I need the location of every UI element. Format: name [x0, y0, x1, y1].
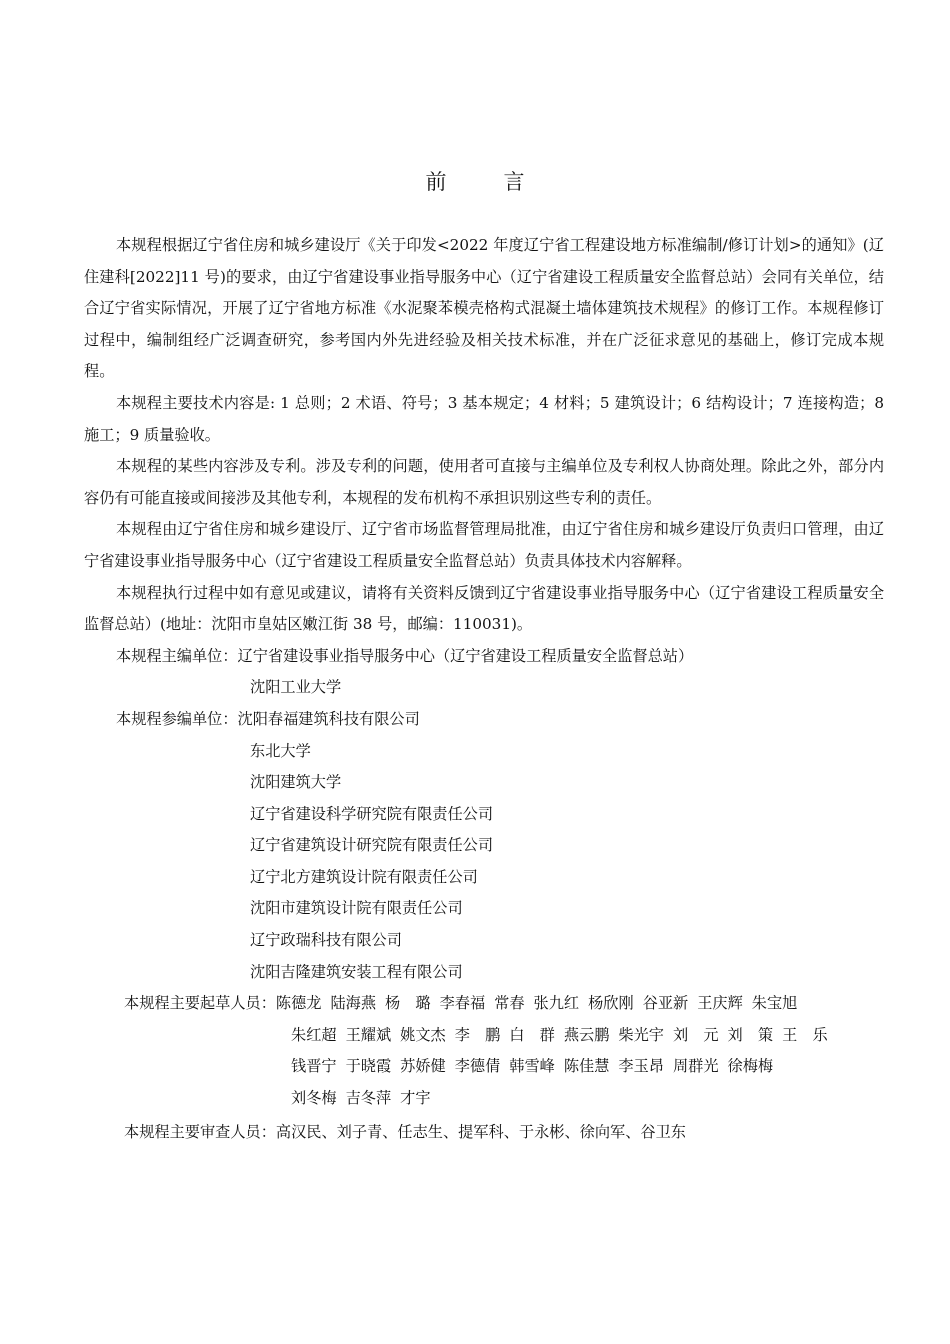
participating-unit: 沈阳春福建筑科技有限公司 [237, 709, 420, 728]
preface-body [84, 230, 884, 1148]
participating-unit: 辽宁北方建筑设计院有限责任公司 [250, 867, 478, 886]
drafter-name: 李德倩 [454, 1057, 501, 1076]
participating-unit: 沈阳吉隆建筑安装工程有限公司 [250, 962, 463, 981]
drafter-name: 姚文杰 [400, 1025, 446, 1044]
drafter-name: 李 鹏 [454, 1025, 501, 1044]
drafter-name: 钱晋宁 [291, 1057, 337, 1076]
drafters-row [84, 988, 884, 1020]
paragraph-4: 本规程由辽宁省住房和城乡建设厅、辽宁省市场监督管理局批准，由辽宁省住房和城乡建设厅负责归口管理，由辽宁省建设事业指导服务中心（辽宁省建设工程质量安全监督总站）负责具体技术内容解释。 [84, 520, 884, 570]
reviewer-names: 高汉民、刘子青、任志生、提军科、于永彬、徐向军、谷卫东 [275, 1122, 686, 1141]
reviewers-row [84, 1117, 884, 1149]
participating-unit: 辽宁政瑞科技有限公司 [250, 931, 402, 950]
drafter-name: 杨欣刚 [588, 994, 634, 1013]
drafter-name: 王耀斌 [345, 1025, 392, 1044]
drafter-name: 朱红超 [291, 1025, 337, 1044]
participating-units-list [250, 736, 884, 989]
drafter-name: 刘 元 [672, 1025, 719, 1044]
drafter-name: 陈德龙 [275, 994, 322, 1013]
drafter-name: 徐梅梅 [727, 1057, 774, 1076]
drafter-name: 刘冬梅 [291, 1089, 337, 1108]
drafter-name: 李玉昂 [618, 1057, 664, 1076]
drafter-name: 谷亚新 [642, 994, 689, 1013]
drafters-line-3 [291, 1051, 884, 1083]
drafters-line-4 [291, 1083, 884, 1115]
participating-unit: 沈阳市建筑设计院有限责任公司 [250, 899, 463, 918]
drafter-name: 常春 [494, 994, 525, 1013]
participating-unit: 辽宁省建设科学研究院有限责任公司 [250, 804, 493, 823]
reviewers-label: 本规程主要审查人员： [124, 1122, 276, 1141]
participating-units-label: 本规程参编单位： [116, 709, 238, 728]
drafter-name: 王 乐 [782, 1025, 828, 1044]
chief-units-list [250, 672, 884, 704]
participating-unit: 辽宁省建筑设计研究院有限责任公司 [250, 836, 493, 855]
drafter-name: 陈佳慧 [563, 1057, 610, 1076]
drafter-name: 于晓霞 [345, 1057, 392, 1076]
drafters-line-1 [276, 988, 806, 1020]
drafters-line-2 [291, 1020, 884, 1052]
drafter-name: 才宇 [400, 1089, 431, 1108]
chief-unit: 辽宁省建设事业指导服务中心（辽宁省建设工程质量安全监督总站） [237, 646, 694, 665]
participating-unit: 东北大学 [250, 741, 311, 760]
page-title: 前 言 [425, 170, 543, 194]
drafter-name: 杨 璐 [385, 994, 431, 1013]
chief-units-row [84, 641, 884, 673]
drafter-name: 燕云鹏 [563, 1025, 610, 1044]
drafter-name: 张九红 [533, 994, 580, 1013]
paragraph-2: 本规程主要技术内容是: 1 总则；2 术语、符号；3 基本规定；4 材料；5 建筑设计；6 结构设计；7 连接构造；8 施工；9 质量验收。 [84, 393, 884, 444]
drafter-name: 苏娇健 [400, 1057, 446, 1076]
drafter-name: 白 群 [509, 1025, 555, 1044]
participating-units-row [84, 704, 884, 736]
paragraph-5: 本规程执行过程中如有意见或建议，请将有关资料反馈到辽宁省建设事业指导服务中心（辽宁省建设工程质量安全监督总站）(地址：沈阳市皇姑区嫩江街 38 号，邮编：110031)。 [84, 583, 884, 634]
paragraph-1: 本规程根据辽宁省住房和城乡建设厅《关于印发<2022 年度辽宁省工程建设地方标准编制/修订计划>的通知》(辽住建科[2022]11 号)的要求，由辽宁省建设事业指导服务中心（辽宁省建设工程质量安全监督总站）会同有关单位，结合辽宁省实际情况，开展了辽宁省地方标准《水泥聚苯模壳格构式混凝土墙体建筑技术规程》的修订工作。本规程修订过程中，编制组经广泛调查研究，参考国内外先进经验及相关技术标准，并在广泛征求意见的基础上，修订完成本规程。 [84, 236, 884, 381]
drafter-name: 李春福 [439, 994, 486, 1013]
chief-unit: 沈阳工业大学 [250, 678, 342, 697]
participating-unit: 沈阳建筑大学 [250, 773, 342, 792]
drafter-name: 刘 策 [727, 1025, 774, 1044]
chief-units-label: 本规程主编单位： [116, 646, 238, 665]
paragraph-3: 本规程的某些内容涉及专利。涉及专利的问题，使用者可直接与主编单位及专利权人协商处理。除此之外，部分内容仍有可能直接或间接涉及其他专利，本规程的发布机构不承担识别这些专利的责任。 [84, 457, 884, 507]
drafter-name: 陆海燕 [330, 994, 376, 1013]
drafter-name: 王庆辉 [697, 994, 743, 1013]
drafter-name: 周群光 [672, 1057, 719, 1076]
drafters-continued [291, 1020, 884, 1115]
drafters-label: 本规程主要起草人员： [124, 994, 276, 1013]
drafter-name: 柴光宇 [618, 1025, 664, 1044]
drafter-name: 朱宝旭 [751, 994, 798, 1013]
drafter-name: 吉冬萍 [345, 1089, 392, 1108]
drafter-name: 韩雪峰 [509, 1057, 555, 1076]
